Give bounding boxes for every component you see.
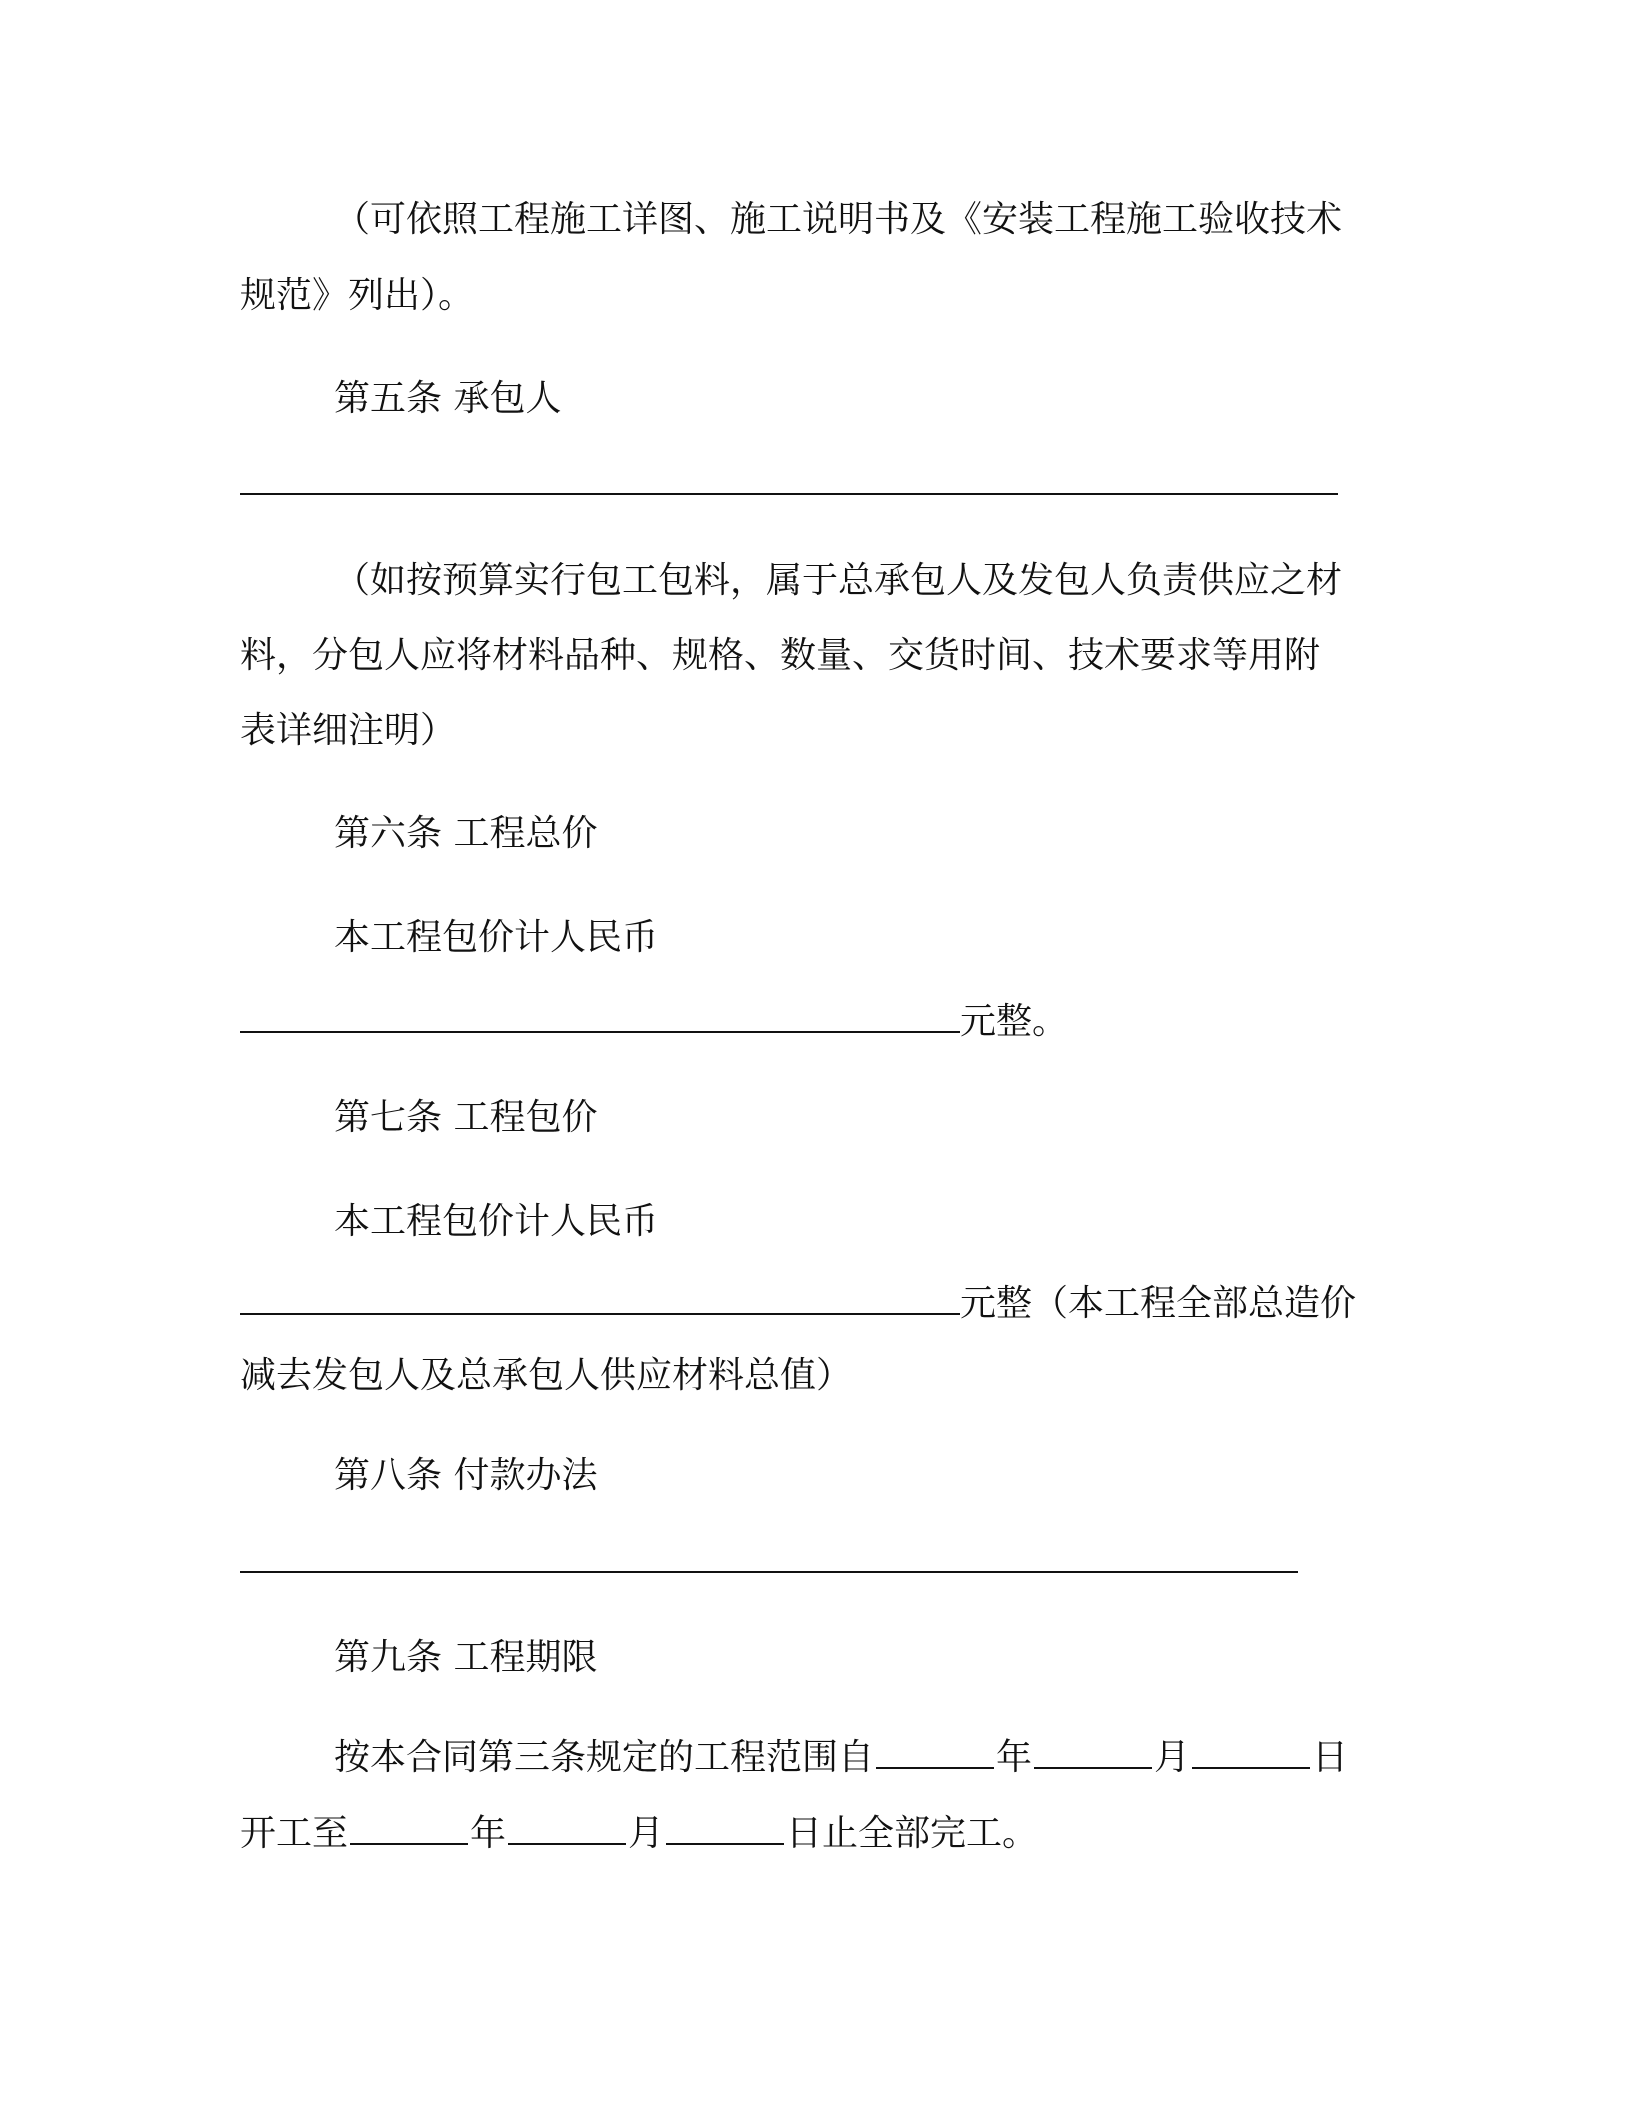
article-9-heading: 第九条 工程期限 — [334, 1637, 598, 1678]
package-price-label: 本工程包价计人民币 — [334, 1201, 659, 1242]
month-label-2: 月 — [628, 1813, 665, 1854]
article-7-heading: 第七条 工程包价 — [334, 1097, 598, 1138]
deduction-note: 减去发包人及总承包人供应材料总值） — [240, 1355, 853, 1396]
end-day-blank[interactable] — [666, 1813, 784, 1845]
year-label: 年 — [996, 1737, 1033, 1778]
total-price-label: 本工程包价计人民币 — [334, 917, 659, 958]
material-note-line-3: 表详细注明） — [240, 710, 457, 751]
article-5-heading: 第五条 承包人 — [334, 378, 562, 419]
period-line-1 — [334, 1734, 1348, 1782]
end-year-blank[interactable] — [350, 1813, 468, 1845]
completion-text: 日止全部完工。 — [786, 1813, 1039, 1854]
package-price-blank[interactable] — [240, 1283, 960, 1315]
contractor-blank-line[interactable] — [240, 460, 1338, 508]
article-6-heading: 第六条 工程总价 — [334, 813, 598, 854]
package-price-line — [240, 1280, 1356, 1328]
start-year-blank[interactable] — [876, 1737, 994, 1769]
scope-note-line-1: （可依照工程施工详图、施工说明书及《安装工程施工验收技术 — [334, 199, 1343, 240]
contractor-blank[interactable] — [240, 463, 1338, 495]
total-price-blank[interactable] — [240, 1001, 960, 1033]
year-label-2: 年 — [470, 1813, 507, 1854]
total-price-line — [240, 998, 1068, 1046]
start-month-blank[interactable] — [1034, 1737, 1152, 1769]
period-text-end: 开工至 — [240, 1813, 349, 1854]
yuan-suffix-2: 元整（本工程全部总造价 — [960, 1283, 1357, 1324]
start-day-blank[interactable] — [1192, 1737, 1310, 1769]
end-month-blank[interactable] — [508, 1813, 626, 1845]
scope-note-line-2: 规范》列出）。 — [240, 275, 475, 316]
yuan-suffix-1: 元整。 — [960, 1001, 1069, 1042]
period-line-2 — [240, 1810, 1038, 1858]
period-text-start: 按本合同第三条规定的工程范围自 — [334, 1737, 875, 1778]
payment-blank-line[interactable] — [240, 1538, 1298, 1586]
day-label: 日 — [1312, 1737, 1349, 1778]
payment-blank[interactable] — [240, 1541, 1298, 1573]
material-note-line-2: 料，分包人应将材料品种、规格、数量、交货时间、技术要求等用附 — [240, 635, 1321, 676]
month-label: 月 — [1154, 1737, 1191, 1778]
material-note-line-1: （如按预算实行包工包料，属于总承包人及发包人负责供应之材 — [334, 560, 1343, 601]
article-8-heading: 第八条 付款办法 — [334, 1455, 598, 1496]
